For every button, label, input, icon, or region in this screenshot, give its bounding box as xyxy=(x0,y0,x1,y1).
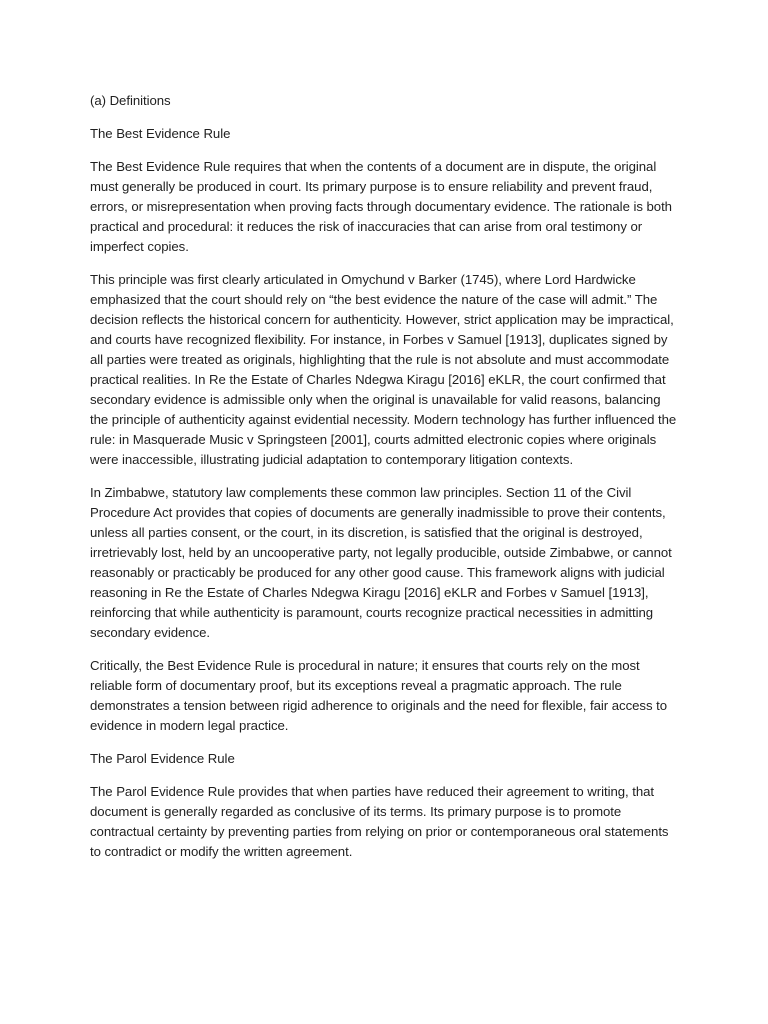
document-heading: (a) Definitions xyxy=(90,93,171,108)
document-body xyxy=(90,91,680,875)
paragraph: This principle was first clearly articulated in Omychund v Barker (1745), where Lord Hardwicke emphasized that the court should rely on “the best evidence the nature of the case will admit.” The decision reflects the historical concern for authenticity. However, strict application may be impractical, and courts have recognized flexibility. For instance, in Forbes v Samuel [1913], duplicates signed by all parties were treated as originals, highlighting that the rule is not absolute and must accommodate practical realities. In Re the Estate of Charles Ndegwa Kiragu [2016] eKLR, the court confirmed that secondary evidence is admissible only when the original is unavailable for valid reasons, balancing the principle of authenticity against evidential necessity. Modern technology has further influenced the rule: in Masquerade Music v Springsteen [2001], courts admitted electronic copies where originals were inaccessible, illustrating judicial adaptation to contemporary litigation contexts. xyxy=(90,272,677,467)
paragraph: Critically, the Best Evidence Rule is procedural in nature; it ensures that courts rely on the most reliable form of documentary proof, but its exceptions reveal a pragmatic approach. The rule demonstrates a tension between rigid adherence to originals and the need for flexible, fair access to evidence in modern legal practice. xyxy=(90,658,668,733)
section-title-parol-evidence: The Parol Evidence Rule xyxy=(90,751,235,766)
paragraph: In Zimbabwe, statutory law complements these common law principles. Section 11 of the Civil Procedure Act provides that copies of documents are generally inadmissible to prove their contents, unless all parties consent, or the court, in its discretion, is satisfied that the original is destroyed, irretrievably lost, held by an uncooperative party, not legally producible, outside Zimbabwe, or cannot reasonably or practicably be produced for any other good cause. This framework aligns with judicial reasoning in Re the Estate of Charles Ndegwa Kiragu [2016] eKLR and Forbes v Samuel [1913], reinforcing that while authenticity is paramount, courts recognize practical necessities in admitting secondary evidence. xyxy=(90,485,672,640)
paragraph: The Parol Evidence Rule provides that when parties have reduced their agreement to writing, that document is generally regarded as conclusive of its terms. Its primary purpose is to promote contractual certainty by preventing parties from relying on prior or contemporaneous oral statements to contradict or modify the written agreement. xyxy=(90,784,669,859)
section-title-best-evidence: The Best Evidence Rule xyxy=(90,126,231,141)
paragraph: The Best Evidence Rule requires that when the contents of a document are in dispute, the original must generally be produced in court. Its primary purpose is to ensure reliability and prevent fraud, errors, or misrepresentation when proving facts through documentary evidence. The rationale is both practical and procedural: it reduces the risk of inaccuracies that can arise from oral testimony or imperfect copies. xyxy=(90,159,672,254)
